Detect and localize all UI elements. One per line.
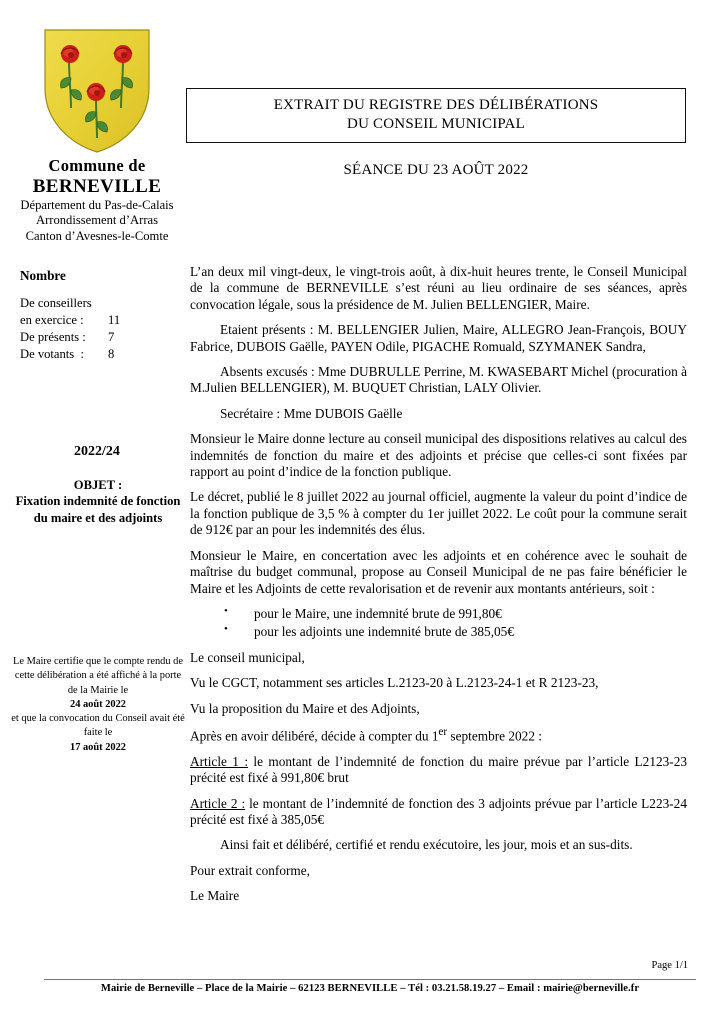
deliberation-number: 2022/24 [74,444,120,459]
commune-label-line1: Commune de [48,156,146,175]
nombre-label: De présents : [20,329,86,344]
vu-proposition-line: Vu la proposition du Maire et des Adjoints, [190,700,420,716]
commune-identity-block [8,26,186,244]
coat-of-arms-crest [35,26,159,154]
nombre-rows [20,295,190,363]
nombre-value: 8 [108,346,115,361]
certification-date-affichage: 24 août 2022 [70,698,126,710]
commune-departement: Département du Pas-de-Calais [20,197,174,212]
paragraph-proposal: Monsieur le Maire, en concertation avec les adjoints et en cohérence avec le souhait de maîtrise du budget communal, propose au Conseil Municipal de ne pas faire bénéficier le Maire et les Adjoints de cette revalorisation et de revenir aux montants antérieurs, soit : [190,547,687,596]
commune-name: BERNEVILLE [32,175,162,197]
crest-svg [35,26,159,154]
article-1-label: Article 1 : [190,753,249,769]
apres-deliberation-line [190,726,687,745]
commune-canton: Canton d’Avesnes-le-Comte [25,228,169,243]
nombre-row [20,312,190,329]
vu-cgct-line: Vu le CGCT, notamment ses articles L.2123-20 à L.2123-24-1 et R 2123-23, [190,675,599,691]
amounts-list [190,606,687,641]
apres-ordinal: er [438,725,448,738]
article-2 [190,796,687,829]
pour-extrait-conforme: Pour extrait conforme, [190,862,311,878]
attendees-absent: Absents excusés : Mme DUBRULLE Perrine, M. KWASEBART Michel (procuration à M.Julien BELLENGIER), M. BUQUET Christian, LALY Olivier. [190,364,687,396]
certification-line2: et que la convocation du Conseil avait été faite le [11,713,185,739]
nombre-label: De conseillers [20,296,92,310]
footer-contact-info: Mairie de Berneville – Place de la Mairie – 62123 BERNEVILLE – Tél : 03.21.58.19.27 – Email : mairie@berneville.fr [100,983,640,994]
commune-arrondissement: Arrondissement d’Arras [35,213,159,228]
conseil-municipal-line: Le conseil municipal, [190,649,305,665]
nombre-title: Nombre [20,268,66,283]
certification-line1: Le Maire certifie que le compte rendu de cette délibération a été affiché à la porte de la Mairie le [13,656,183,696]
nombre-row [20,329,190,346]
certification-date-convocation: 17 août 2022 [70,741,126,753]
page-number: Page 1/1 [651,960,688,971]
list-item: • pour le Maire, une indemnité brute de 991,80€ [224,606,687,622]
secretary-line: Secrétaire : Mme DUBOIS Gaëlle [220,405,403,421]
nombre-block [20,268,190,363]
objet-block [12,477,184,526]
article-2-label: Article 2 : [190,795,246,811]
closing-statement: Ainsi fait et délibéré, certifié et rendu exécutoire, les jour, mois et an sus-dits. [220,837,633,853]
objet-text: Fixation indemnité de fonction du maire et des adjoints [15,494,181,525]
document-title-line1: EXTRAIT DU REGISTRE DES DÉLIBÉRATIONS [273,97,599,113]
deliberation-body [190,264,687,914]
certification-block [10,655,186,755]
nombre-label: De votants : [20,346,85,361]
nombre-label: en exercice : [20,312,84,327]
apres-text-start: Après en avoir délibéré, décide à compter du 1 [190,728,439,744]
opening-paragraph: L’an deux mil vingt-deux, le vingt-trois août, à dix-huit heures trente, le Conseil Municipal de la commune de BERNEVILLE s’est réuni au lieu ordinaire de ses séances, après convocation légale, sous la présidence de M. Julien BELLENGIER, Maire. [190,264,687,312]
article-1 [190,754,687,787]
footer-divider [44,979,696,980]
attendees-present: Etaient présents : M. BELLENGIER Julien, Maire, ALLEGRO Jean-François, BOUY Fabrice, DUBOIS Gaëlle, PAYEN Odile, PIGACHE Romuald, SZYMANEK Sandra, [190,322,687,354]
article-2-text: le montant de l’indemnité de fonction des 3 adjoints prévue par l’article L223-24 précité est fixé à 385,05€ [190,795,687,827]
nombre-row [20,346,190,363]
paragraph-reading: Monsieur le Maire donne lecture au conseil municipal des dispositions relatives au calcul des indemnités de fonction du maire et des adjoints et précise que celles-ci sont fixées par rapport au point d’indice de la fonction publique. [190,431,687,480]
session-date-heading: SÉANCE DU 23 AOÛT 2022 [343,162,529,178]
objet-label: OBJET : [73,478,123,492]
nombre-value: 7 [108,329,115,344]
paragraph-decree: Le décret, publié le 8 juillet 2022 au journal officiel, augmente la valeur du point d’indice de la fonction publique de 3,5 % à compter du 1er juillet 2022. Le coût pour la commune serait de 912€ par an pour les indemnités des élus. [190,489,687,538]
nombre-row [20,295,190,312]
document-title-box [186,88,686,143]
list-item: • pour les adjoints une indemnité brute de 385,05€ [224,624,687,640]
nombre-value: 11 [108,312,121,327]
signature-le-maire: Le Maire [190,888,240,904]
apres-text-end: septembre 2022 : [447,728,542,744]
article-1-text: le montant de l’indemnité de fonction du maire prévue par l’article L2123-23 précité est fixé à 991,80€ brut [190,753,687,786]
document-title-line2: DU CONSEIL MUNICIPAL [347,116,525,133]
